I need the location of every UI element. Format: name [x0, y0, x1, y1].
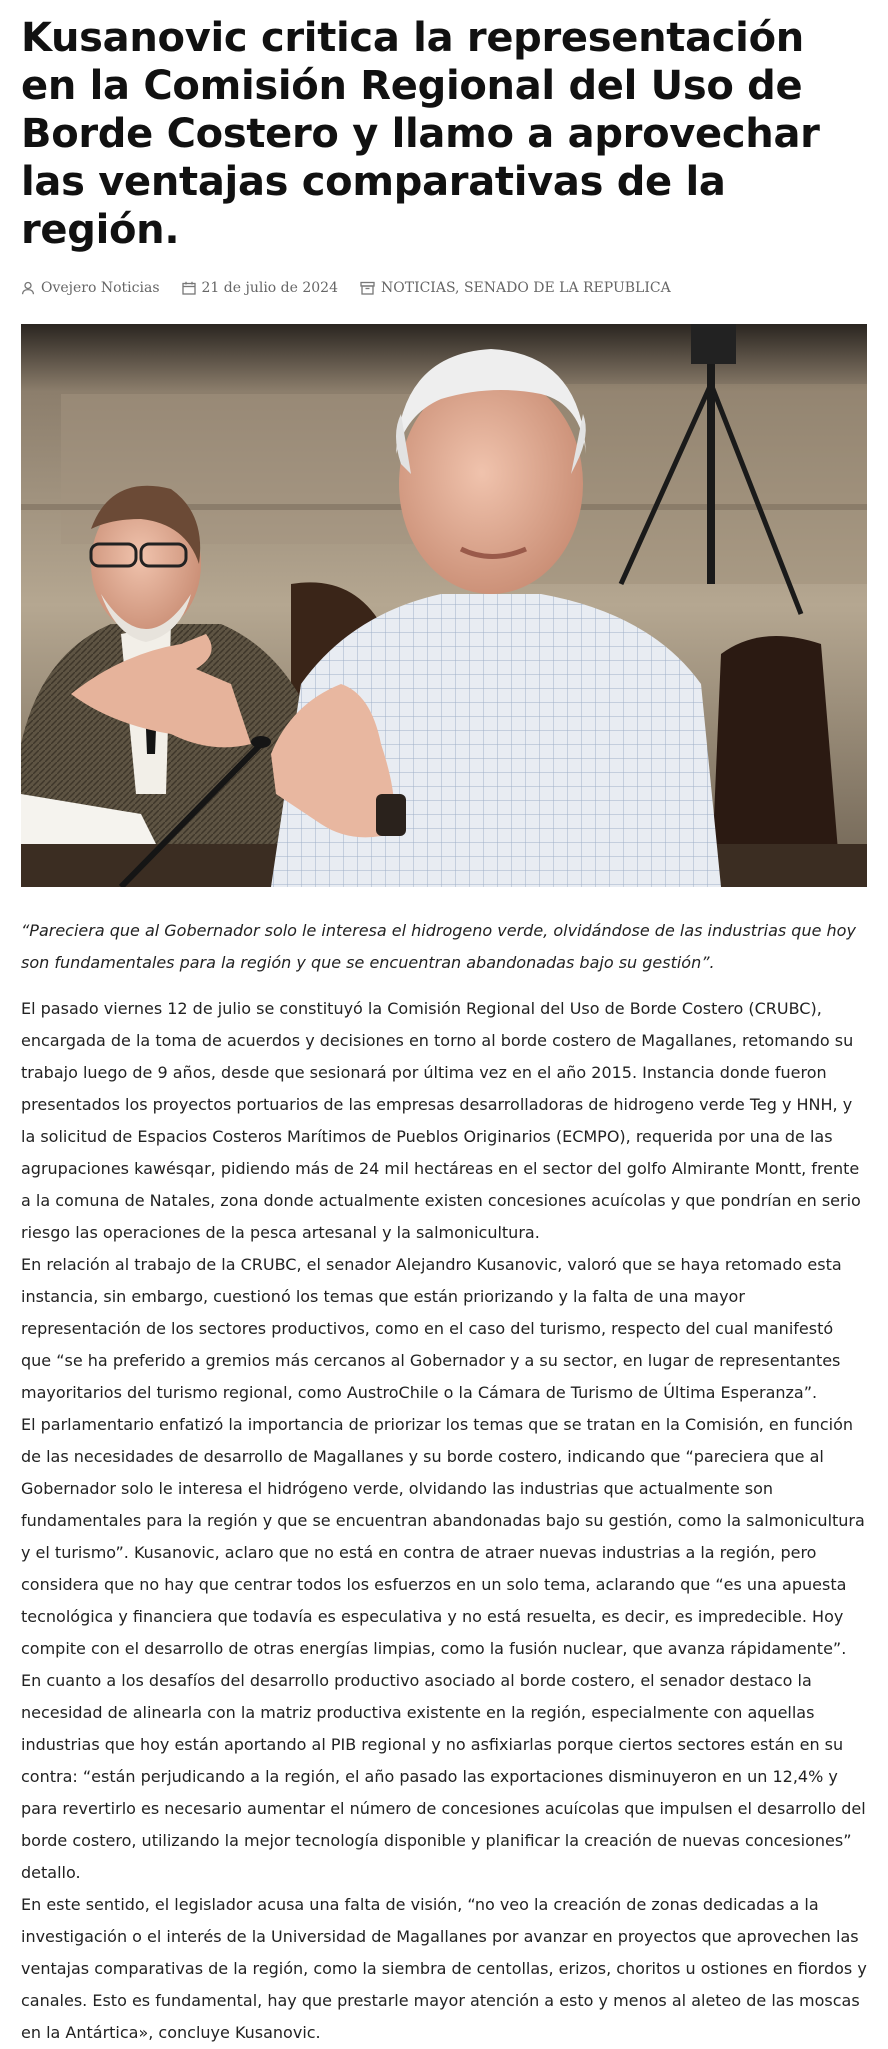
- meta-author: [21, 280, 160, 296]
- article-meta: [21, 276, 867, 300]
- article: [21, 0, 867, 2049]
- folder-icon: [360, 281, 375, 295]
- category-links[interactable]: NOTICIAS, SENADO DE LA REPUBLICA: [381, 280, 671, 296]
- article-paragraph: El pasado viernes 12 de julio se constituyó la Comisión Regional del Uso de Borde Costero (CRUBC), encargada de la toma de acuerdos y decisiones en torno al borde costero de Magallanes, retomando su trabajo luego de 9 años, desde que sesionará por última vez en el año 2015. Instancia donde fueron presentados los proyectos portuarios de las empresas desarrolladoras de hidrogeno verde Teg y HNH, y la solicitud de Espacios Costeros Marítimos de Pueblos Originarios (ECMPO), requerida por una de las agrupaciones kawésqar, pidiendo más de 24 mil hectáreas en el sector del golfo Almirante Montt, frente a la comuna de Natales, zona donde actualmente existen concesiones acuícolas y que pondrían en serio riesgo las operaciones de la pesca artesanal y la salmonicultura.: [21, 999, 861, 1242]
- article-body: [21, 993, 867, 2049]
- article-title: Kusanovic critica la representación en la Comisión Regional del Uso de Borde Costero y llamo a aprovechar las ventajas comparativas de la región.: [21, 15, 820, 253]
- meta-date: [182, 280, 338, 296]
- article-quote: “Pareciera que al Gobernador solo le interesa el hidrogeno verde, olvidándose de las industrias que hoy son fundamentales para la región y que se encuentran abandonadas bajo su gestión”.: [21, 921, 856, 972]
- photo-illustration: [21, 324, 867, 887]
- article-paragraph: En este sentido, el legislador acusa una falta de visión, “no veo la creación de zonas dedicadas a la investigación o el interés de la Universidad de Magallanes por avanzar en proyectos que aprovechen las ventajas comparativas de la región, como la siembra de centollas, erizos, choritos u ostiones en fiordos y canales. Esto es fundamental, hay que prestarle mayor atención a esto y menos al aleteo de las moscas en la Antártica», concluye Kusanovic.: [21, 1895, 867, 2042]
- article-paragraph: El parlamentario enfatizó la importancia de priorizar los temas que se tratan en la Comisión, en función de las necesidades de desarrollo de Magallanes y su borde costero, indicando que “pareciera que al Gobernador solo le interesa el hidrógeno verde, olvidando las industrias que actualmente son fundamentales para la región y que se encuentran abandonadas bajo su gestión, como la salmonicultura y el turismo”. Kusanovic, aclaro que no está en contra de atraer nuevas industrias a la región, pero considera que no hay que centrar todos los esfuerzos en un solo tema, aclarando que “es una apuesta tecnológica y financiera que todavía es especulativa y no está resuelta, es decir, es impredecible. Hoy compite con el desarrollo de otras energías limpias, como la fusión nuclear, que avanza rápidamente”.: [21, 1415, 865, 1658]
- author-link[interactable]: Ovejero Noticias: [41, 280, 160, 296]
- date-link[interactable]: 21 de julio de 2024: [201, 280, 338, 296]
- meta-categories: [360, 280, 671, 296]
- article-paragraph: En relación al trabajo de la CRUBC, el senador Alejandro Kusanovic, valoró que se haya retomado esta instancia, sin embargo, cuestionó los temas que están priorizando y la falta de una mayor representación de los sectores productivos, como en el caso del turismo, respecto del cual manifestó que “se ha preferido a gremios más cercanos al Gobernador y a su sector, en lugar de representantes mayoritarios del turismo regional, como AustroChile o la Cámara de Turismo de Última Esperanza”.: [21, 1255, 842, 1402]
- user-icon: [21, 281, 35, 295]
- calendar-icon: [182, 281, 196, 295]
- article-paragraph: En cuanto a los desafíos del desarrollo productivo asociado al borde costero, el senador destaco la necesidad de alinearla con la matriz productiva existente en la región, especialmente con aquellas industrias que hoy están aportando al PIB regional y no asfixiarlas porque ciertos sectores están en su contra: “están perjudicando a la región, el año pasado las exportaciones disminuyeron en un 12,4% y para revertirlo es necesario aumentar el número de concesiones acuícolas que impulsen el desarrollo del borde costero, utilizando la mejor tecnología disponible y planificar la creación de nuevas concesiones” detallo.: [21, 1671, 866, 1882]
- article-photo: [21, 324, 867, 887]
